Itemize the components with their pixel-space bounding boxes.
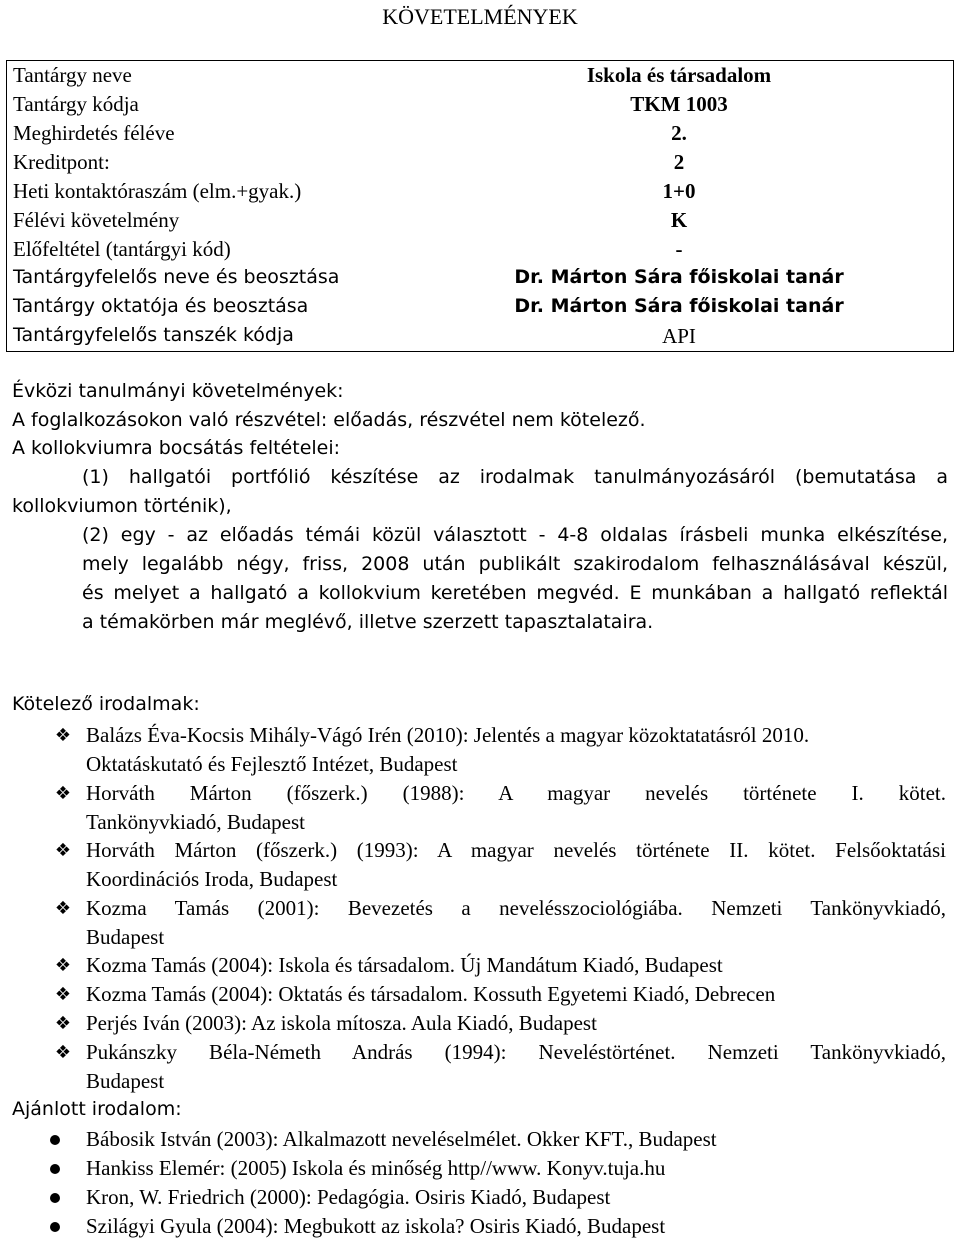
mandatory-heading: Kötelező irodalmak: — [12, 693, 200, 715]
recommended-heading: Ajánlott irodalom: — [12, 1098, 182, 1120]
row-value: 2 — [673, 150, 685, 174]
row-value-prefix: Dr. — [514, 295, 544, 317]
recommended-item: Hankiss Elemér: (2005) Iskola és minőség http//www. Konyv.tuja.hu — [86, 1156, 666, 1180]
diamond-bullet-icon: ❖ — [54, 725, 72, 746]
row-value — [397, 266, 960, 288]
row-label: Félévi követelmény — [13, 208, 180, 232]
row-label: Tantárgy oktatója és beosztása — [13, 295, 309, 317]
condition-1-line-1: (1) hallgatói portfólió készítése az irodalmak tanulmányozásáról (bemutatása a — [82, 466, 948, 488]
mandatory-item-line-2: Oktatáskutató és Fejlesztő Intézet, Budapest — [86, 752, 458, 776]
mandatory-item-line-1: Perjés Iván (2003): Az iskola mítosza. Aula Kiadó, Budapest — [86, 1011, 597, 1035]
bullet-dot-icon — [50, 1164, 60, 1174]
bullet-dot-icon — [50, 1193, 60, 1203]
row-label: Tantárgy neve — [13, 63, 132, 87]
table-row — [7, 148, 953, 177]
row-value: Iskola és társadalom — [586, 63, 772, 87]
row-value-text: Márton Sára főiskolai tanár — [550, 295, 844, 317]
mandatory-item-line-2: Koordinációs Iroda, Budapest — [86, 867, 338, 891]
table-row — [7, 293, 953, 322]
mandatory-item-line-1: Pukánszky Béla-Németh András (1994): Neveléstörténet. Nemzeti Tankönyvkiadó, — [86, 1040, 946, 1064]
condition-2-line-3: és melyet a hallgató a kollokvium keretében megvéd. E munkában a hallgató reflektál — [82, 582, 948, 604]
row-label: Tantárgyfelelős neve és beosztása — [13, 266, 340, 288]
row-label: Előfeltétel (tantárgyi kód) — [13, 237, 231, 261]
row-value: TKM 1003 — [630, 92, 728, 116]
row-value — [397, 295, 960, 317]
diamond-bullet-icon: ❖ — [54, 840, 72, 861]
bullet-dot-icon — [50, 1222, 60, 1232]
requirements-heading: Évközi tanulmányi követelmények: — [12, 380, 344, 402]
table-row — [7, 206, 953, 235]
row-label: Tantárgy kódja — [13, 92, 139, 116]
diamond-bullet-icon: ❖ — [54, 955, 72, 976]
mandatory-item-line-2: Tankönyvkiadó, Budapest — [86, 810, 305, 834]
kollokvium-heading: A kollokviumra bocsátás feltételei: — [12, 437, 341, 459]
course-info-table — [6, 60, 954, 352]
table-row — [7, 322, 953, 351]
condition-2-line-2: mely legalább négy, friss, 2008 után publikált szakirodalom felhasználásával készül, — [82, 553, 948, 575]
mandatory-item-line-1: Horváth Márton (főszerk.) (1993): A magyar nevelés története II. kötet. Felsőoktatási — [86, 838, 946, 862]
table-row — [7, 119, 953, 148]
condition-1-line-2: kollokviumon történik), — [12, 495, 232, 517]
table-row — [7, 235, 953, 264]
table-row — [7, 264, 953, 293]
attendance-text: A foglalkozásokon való részvétel: előadás, részvétel nem kötelező. — [12, 409, 646, 431]
recommended-item: Bábosik István (2003): Alkalmazott neveléselmélet. Okker KFT., Budapest — [86, 1127, 717, 1151]
row-value: API — [662, 324, 696, 348]
diamond-bullet-icon: ❖ — [54, 898, 72, 919]
row-value: 2. — [671, 121, 687, 145]
table-row — [7, 177, 953, 206]
diamond-bullet-icon: ❖ — [54, 1042, 72, 1063]
row-value-text: Márton Sára főiskolai tanár — [550, 266, 844, 288]
mandatory-item-line-1: Kozma Tamás (2001): Bevezetés a nevelésszociológiába. Nemzeti Tankönyvkiadó, — [86, 896, 946, 920]
mandatory-item-line-1: Horváth Márton (főszerk.) (1988): A magyar nevelés története I. kötet. — [86, 781, 946, 805]
condition-2-line-1: (2) egy - az előadás témái közül választott - 4-8 oldalas írásbeli munka elkészítése, — [82, 524, 948, 546]
diamond-bullet-icon: ❖ — [54, 984, 72, 1005]
row-value-prefix: Dr. — [514, 266, 544, 288]
diamond-bullet-icon: ❖ — [54, 783, 72, 804]
bullet-dot-icon — [50, 1135, 60, 1145]
diamond-bullet-icon: ❖ — [54, 1013, 72, 1034]
row-label: Meghirdetés féléve — [13, 121, 175, 145]
mandatory-item-line-1: Kozma Tamás (2004): Iskola és társadalom. Új Mandátum Kiadó, Budapest — [86, 953, 723, 977]
page-title: KÖVETELMÉNYEK — [382, 4, 578, 29]
row-value: K — [670, 208, 688, 232]
mandatory-item-line-1: Kozma Tamás (2004): Oktatás és társadalom. Kossuth Egyetemi Kiadó, Debrecen — [86, 982, 776, 1006]
recommended-item: Kron, W. Friedrich (2000): Pedagógia. Osiris Kiadó, Budapest — [86, 1185, 611, 1209]
mandatory-item-line-1: Balázs Éva-Kocsis Mihály-Vágó Irén (2010): Jelentés a magyar közoktatatásról 2010. — [86, 723, 810, 747]
row-value: 1+0 — [662, 179, 696, 203]
condition-2-line-4: a témakörben már meglévő, illetve szerzett tapasztalataira. — [82, 611, 654, 633]
row-label: Kreditpont: — [13, 150, 110, 174]
row-label: Heti kontaktóraszám (elm.+gyak.) — [13, 179, 302, 203]
row-value: - — [675, 237, 683, 261]
table-row — [7, 61, 953, 90]
row-label: Tantárgyfelelős tanszék kódja — [13, 324, 294, 346]
table-row — [7, 90, 953, 119]
mandatory-item-line-2: Budapest — [86, 925, 165, 949]
mandatory-item-line-2: Budapest — [86, 1069, 165, 1093]
recommended-item: Szilágyi Gyula (2004): Megbukott az iskola? Osiris Kiadó, Budapest — [86, 1214, 666, 1238]
